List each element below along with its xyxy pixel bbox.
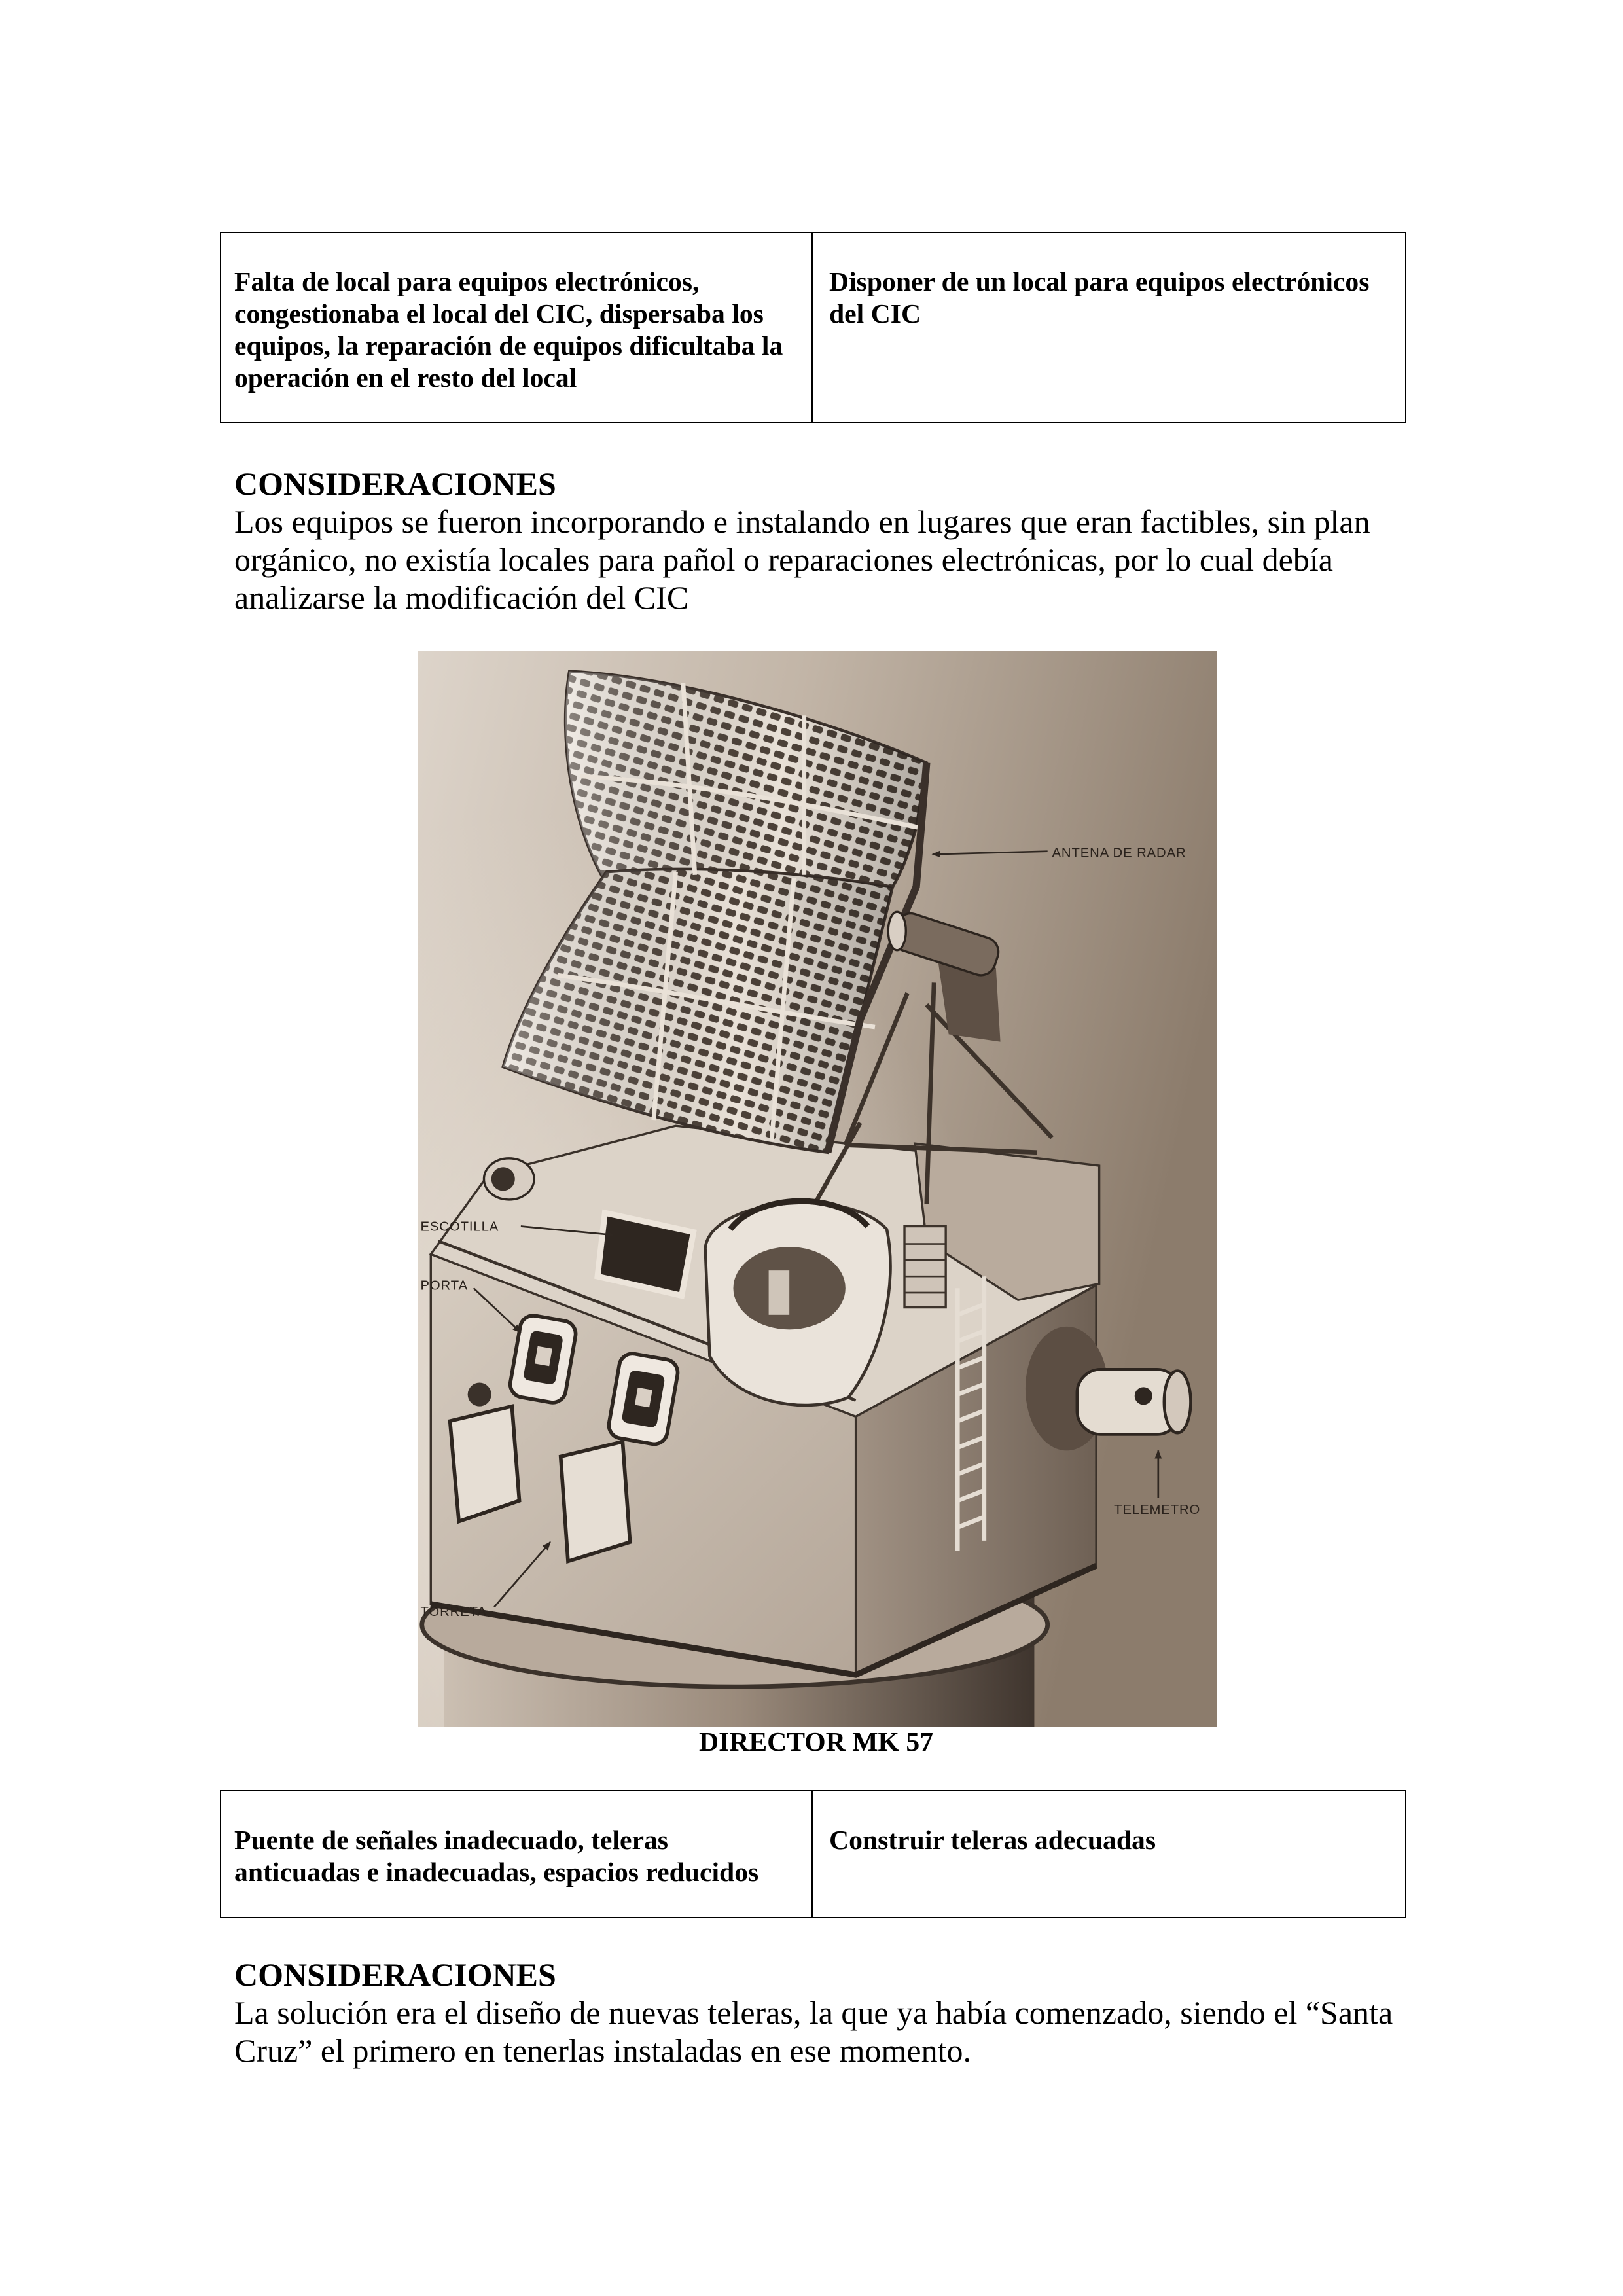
section-paragraph: La solución era el diseño de nuevas teleras, la que ya había comenzado, siendo el “Santa Cruz” el primero en tenerlas instaladas en ese momento. bbox=[234, 1994, 1393, 2069]
solution-cell: Construir teleras adecuadas bbox=[829, 1825, 1156, 1856]
label-telemetro: TELEMETRO bbox=[1114, 1503, 1201, 1518]
solution-cell: Disponer de un local para equipos electrónicos del CIC bbox=[829, 267, 1370, 329]
section-heading: CONSIDERACIONES bbox=[234, 465, 556, 502]
section-heading: CONSIDERACIONES bbox=[234, 1956, 556, 1993]
elevation-gear bbox=[904, 1227, 946, 1308]
considerations-section-1 bbox=[234, 465, 1370, 617]
label-torreta: TORRETA bbox=[420, 1604, 487, 1619]
port-flap-2 bbox=[561, 1442, 630, 1562]
figure-caption: DIRECTOR MK 57 bbox=[699, 1727, 933, 1757]
problem-solution-table-1 bbox=[220, 232, 1406, 423]
port-flap-1 bbox=[450, 1407, 520, 1522]
label-antena-de-radar: ANTENA DE RADAR bbox=[1052, 846, 1186, 861]
considerations-section-2 bbox=[234, 1956, 1393, 2070]
section-paragraph: Los equipos se fueron incorporando e instalando en lugares que eran factibles, sin plan orgánico, no existía locales para pañol o reparaciones electrónicas, por lo cual debía analizarse la modificación del CIC bbox=[234, 503, 1370, 616]
operator-cockpit bbox=[705, 1201, 891, 1405]
label-escotilla: ESCOTILLA bbox=[420, 1219, 499, 1234]
problem-cell: Falta de local para equipos electrónicos, congestionaba el local del CIC, dispersaba los equipos, la reparación de equipos dificultaba la operación en el resto del local bbox=[221, 233, 813, 422]
director-mk57-illustration bbox=[418, 651, 1217, 1727]
binocular-sight bbox=[484, 1158, 534, 1200]
problem-solution-table-2 bbox=[220, 1790, 1406, 1918]
problem-cell: Puente de señales inadecuado, teleras anticuadas e inadecuadas, espacios reducidos bbox=[221, 1791, 813, 1917]
front-fitting bbox=[468, 1383, 491, 1407]
label-porta: PORTA bbox=[420, 1278, 469, 1293]
port-window-1 bbox=[508, 1314, 577, 1405]
port-window-2 bbox=[607, 1352, 680, 1446]
